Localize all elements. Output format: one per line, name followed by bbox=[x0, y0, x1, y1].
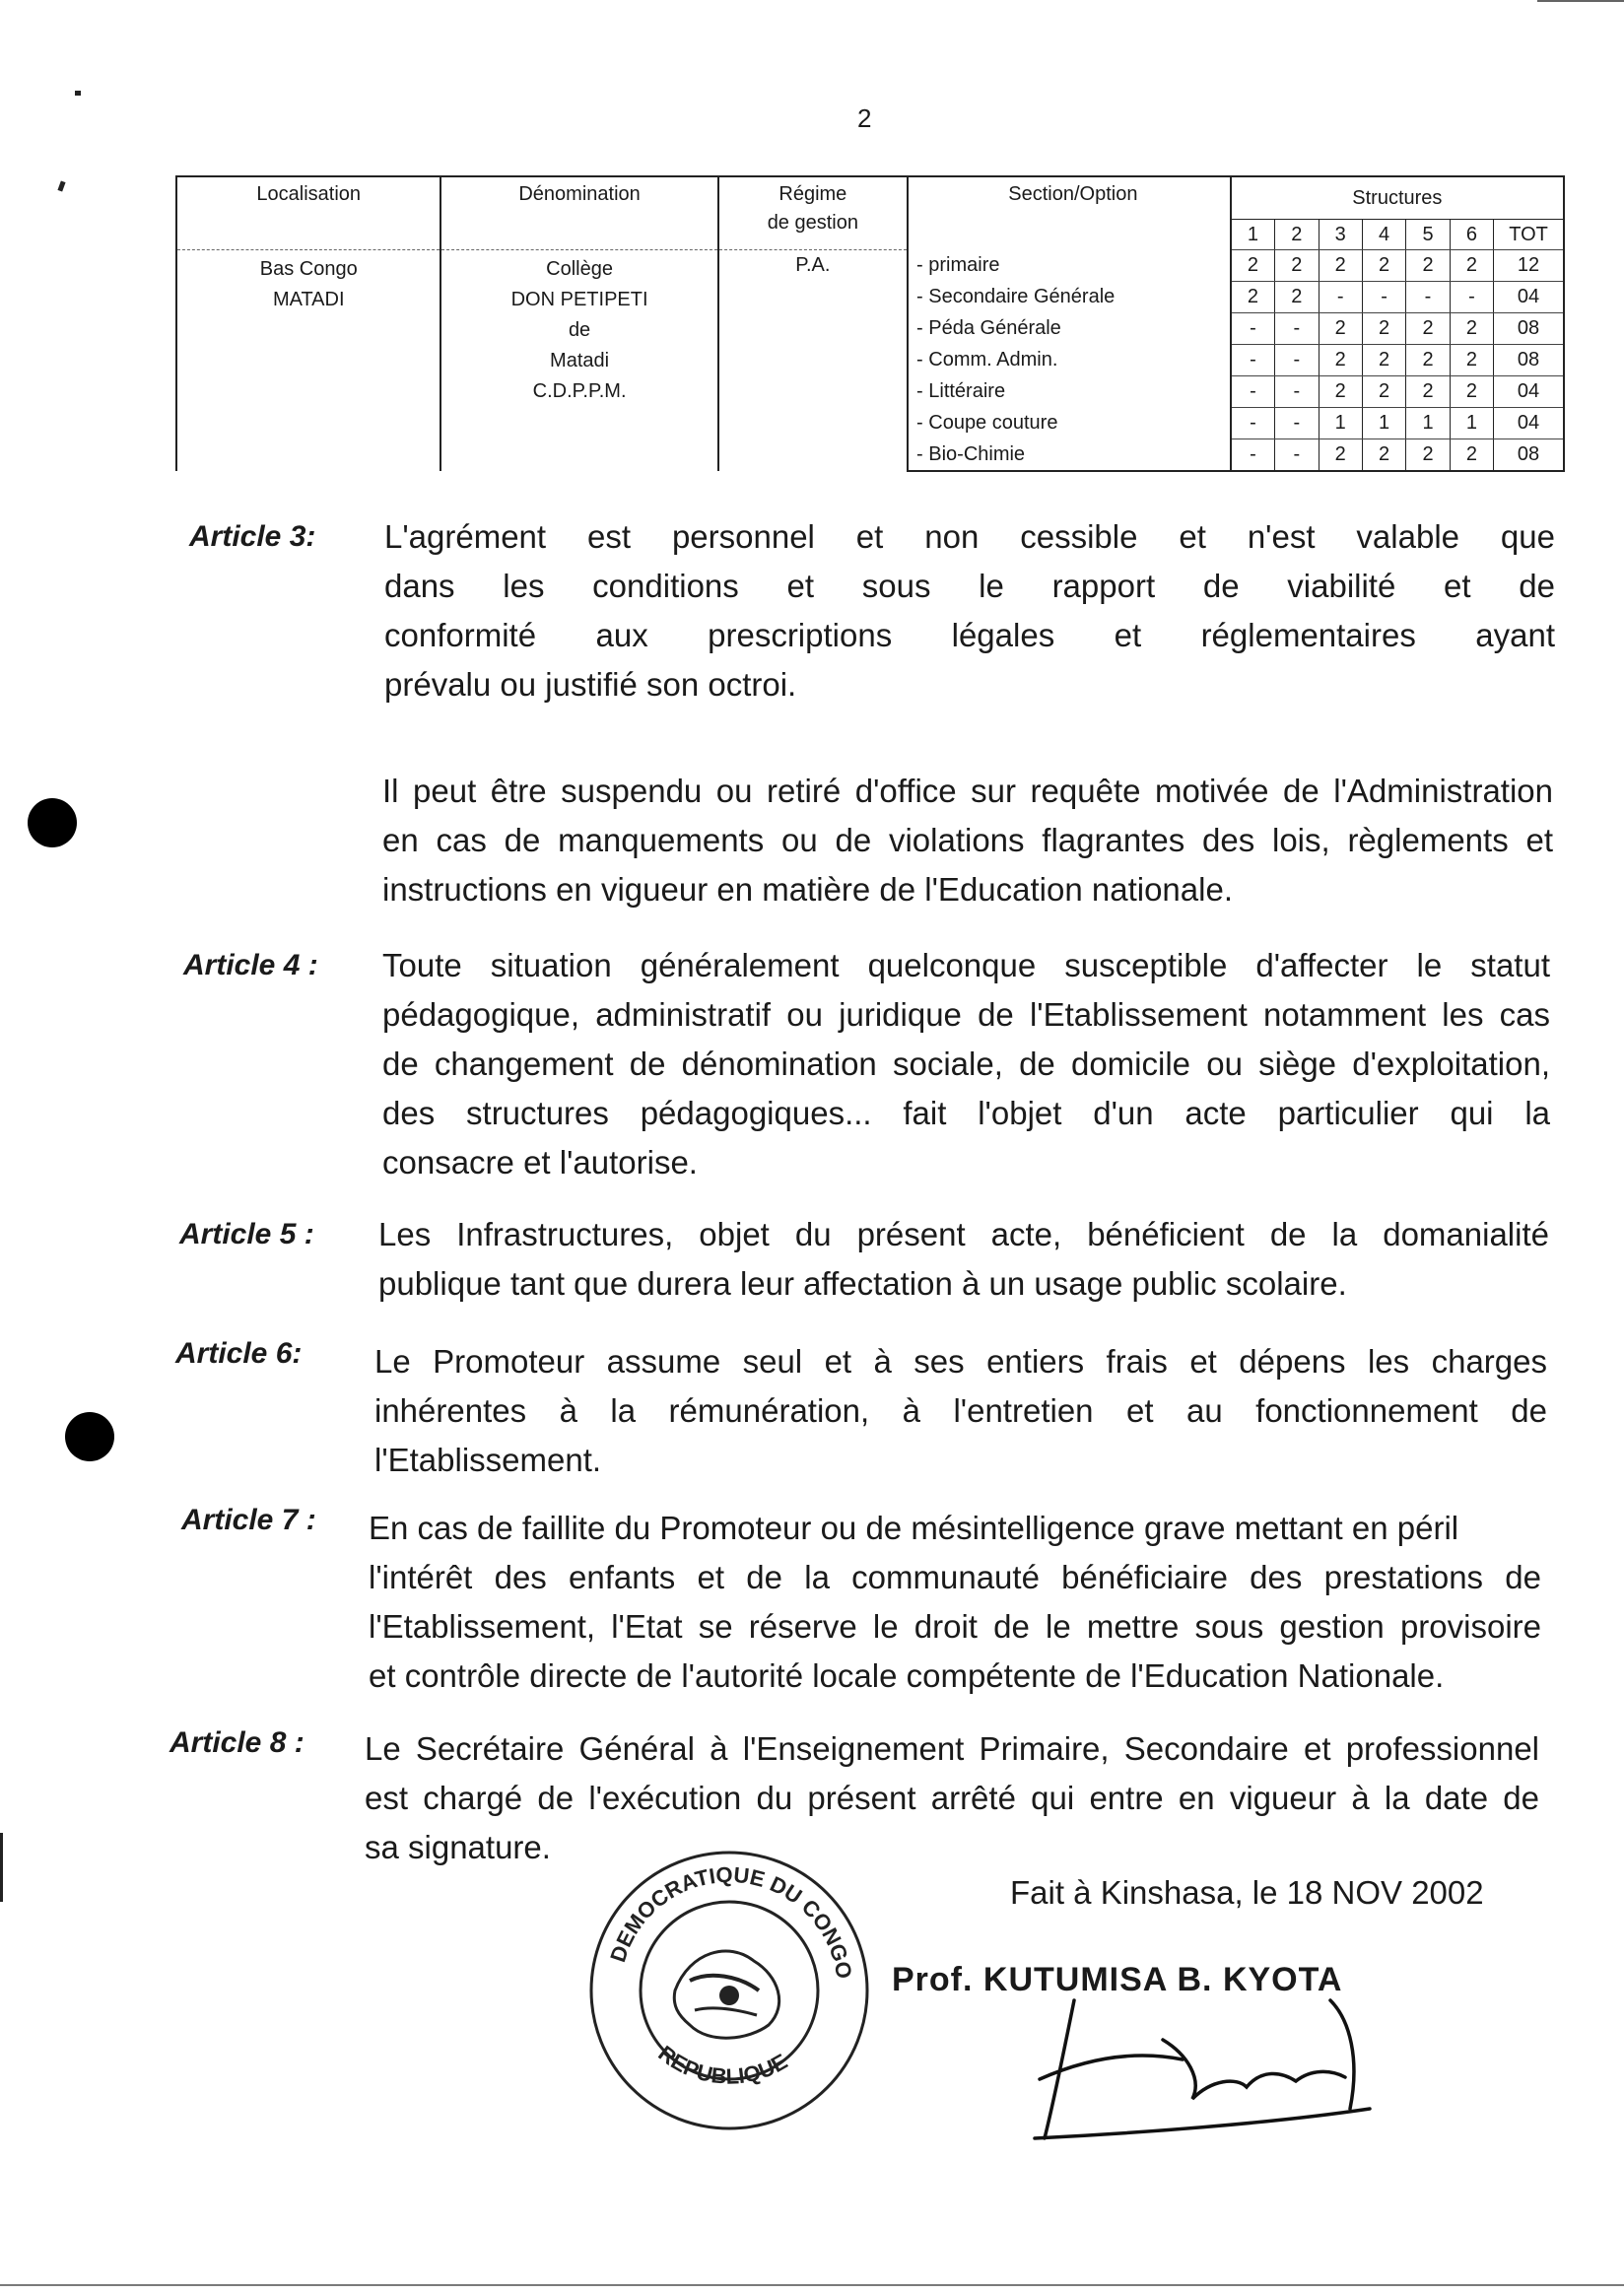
text-line: et contrôle directe de l'autorité locale compétente de l'Education Nationale. bbox=[369, 1657, 1445, 1694]
value-cell: 2 bbox=[1319, 313, 1362, 345]
text-line: l'Etablissement, l'Etat se réserve le droit de le mettre sous gestion provisoire bbox=[369, 1608, 1541, 1645]
article-5-label: Article 5 : bbox=[179, 1218, 314, 1250]
value-cell: 2 bbox=[1319, 439, 1362, 472]
section-cell: - primaire bbox=[908, 250, 1231, 282]
denomination-cell bbox=[440, 250, 717, 472]
article-8-text bbox=[365, 1724, 1539, 1872]
value-cell: 2 bbox=[1275, 250, 1319, 282]
denomination-line: Collège bbox=[546, 258, 613, 280]
article-5-text bbox=[378, 1210, 1549, 1309]
denomination-line: Matadi bbox=[550, 350, 610, 371]
localisation-cell bbox=[176, 250, 440, 472]
text-line: publique tant que durera leur affectation à un usage public scolaire. bbox=[378, 1265, 1347, 1302]
text-line: Il peut être suspendu ou retiré d'office sur requête motivée de l'Administration bbox=[382, 773, 1553, 809]
header-regime-line2: de gestion bbox=[767, 212, 858, 234]
denomination-line: DON PETIPETI bbox=[510, 289, 648, 310]
value-cell: - bbox=[1450, 282, 1493, 313]
total-cell: 08 bbox=[1494, 313, 1564, 345]
structures-table bbox=[175, 175, 1565, 473]
denomination-line: C.D.P.P.M. bbox=[532, 380, 627, 402]
value-cell: 2 bbox=[1362, 250, 1405, 282]
text-line: de changement de dénomination sociale, de domicile ou siège d'exploitation, bbox=[382, 1046, 1550, 1082]
value-cell: 2 bbox=[1362, 439, 1405, 472]
value-cell: - bbox=[1275, 345, 1319, 376]
value-cell: - bbox=[1275, 376, 1319, 408]
punch-hole bbox=[28, 798, 77, 847]
text-line: En cas de faillite du Promoteur ou de mésintelligence grave mettant en péril bbox=[369, 1510, 1459, 1546]
value-cell: - bbox=[1231, 313, 1275, 345]
header-col-1: 1 bbox=[1231, 220, 1275, 250]
value-cell: - bbox=[1275, 313, 1319, 345]
text-line: est chargé de l'exécution du présent arrêté qui entre en vigueur à la date de bbox=[365, 1780, 1539, 1816]
value-cell: 2 bbox=[1319, 250, 1362, 282]
text-line: instructions en vigueur en matière de l'Education nationale. bbox=[382, 871, 1233, 908]
header-col-tot: TOT bbox=[1494, 220, 1564, 250]
svg-text:REPUBLIQUE bbox=[653, 2041, 791, 2089]
article-3-label: Article 3: bbox=[189, 520, 316, 553]
section-cell: - Comm. Admin. bbox=[908, 345, 1231, 376]
value-cell: 2 bbox=[1406, 313, 1450, 345]
value-cell: 2 bbox=[1406, 250, 1450, 282]
text-line: l'Etablissement. bbox=[374, 1442, 602, 1478]
value-cell: 1 bbox=[1450, 408, 1493, 439]
official-stamp bbox=[581, 1843, 877, 2138]
header-section: Section/Option bbox=[908, 176, 1231, 250]
header-col-3: 3 bbox=[1319, 220, 1362, 250]
value-cell: 2 bbox=[1450, 376, 1493, 408]
value-cell: 2 bbox=[1319, 345, 1362, 376]
article-7-text bbox=[369, 1504, 1541, 1701]
value-cell: - bbox=[1319, 282, 1362, 313]
value-cell: 2 bbox=[1275, 282, 1319, 313]
article-6-label: Article 6: bbox=[175, 1337, 303, 1370]
value-cell: 1 bbox=[1362, 408, 1405, 439]
denomination-line: de bbox=[568, 319, 591, 341]
stamp-emblem-icon bbox=[674, 1951, 778, 2038]
section-cell: - Bio-Chimie bbox=[908, 439, 1231, 472]
scan-mark bbox=[57, 180, 65, 191]
value-cell: - bbox=[1231, 439, 1275, 472]
value-cell: 2 bbox=[1406, 439, 1450, 472]
svg-text:DEMOCRATIQUE DU CONGO bbox=[605, 1862, 856, 1981]
text-line: Les Infrastructures, objet du présent acte, bénéficient de la domanialité bbox=[378, 1216, 1549, 1252]
value-cell: 1 bbox=[1406, 408, 1450, 439]
text-line: L'agrément est personnel et non cessible et n'est valable que bbox=[384, 518, 1555, 555]
value-cell: 2 bbox=[1362, 376, 1405, 408]
article-6-text bbox=[374, 1337, 1547, 1485]
scan-mark bbox=[75, 91, 81, 96]
stamp-text-bottom: REPUBLIQUE bbox=[653, 2040, 792, 2089]
scan-mark bbox=[1537, 0, 1624, 2]
text-line: des structures pédagogiques... fait l'objet d'un acte particulier qui la bbox=[382, 1095, 1550, 1131]
localisation-line: Bas Congo bbox=[259, 258, 358, 280]
value-cell: - bbox=[1275, 439, 1319, 472]
total-cell: 04 bbox=[1494, 376, 1564, 408]
header-structures: Structures bbox=[1231, 176, 1564, 220]
value-cell: 2 bbox=[1362, 345, 1405, 376]
header-col-2: 2 bbox=[1275, 220, 1319, 250]
article-7-label: Article 7 : bbox=[181, 1504, 316, 1536]
total-cell: 04 bbox=[1494, 408, 1564, 439]
scan-mark bbox=[0, 2284, 1624, 2286]
value-cell: 2 bbox=[1362, 313, 1405, 345]
value-cell: 2 bbox=[1406, 345, 1450, 376]
total-cell: 12 bbox=[1494, 250, 1564, 282]
value-cell: 2 bbox=[1450, 313, 1493, 345]
text-line: Le Secrétaire Général à l'Enseignement Primaire, Secondaire et professionnel bbox=[365, 1730, 1539, 1767]
punch-hole bbox=[65, 1412, 114, 1461]
text-line: inhérentes à la rémunération, à l'entretien et au fonctionnement de bbox=[374, 1392, 1547, 1429]
signatory-name: Prof. KUTUMISA B. KYOTA bbox=[892, 1961, 1343, 1998]
article-4-text bbox=[382, 941, 1550, 1187]
header-localisation: Localisation bbox=[176, 176, 440, 250]
value-cell: - bbox=[1231, 345, 1275, 376]
article-8-label: Article 8 : bbox=[169, 1726, 304, 1759]
section-cell: - Littéraire bbox=[908, 376, 1231, 408]
value-cell: 2 bbox=[1231, 250, 1275, 282]
text-line: sa signature. bbox=[365, 1829, 551, 1865]
text-line: prévalu ou justifié son octroi. bbox=[384, 666, 797, 703]
article-4-label: Article 4 : bbox=[183, 949, 318, 981]
value-cell: - bbox=[1231, 376, 1275, 408]
section-cell: - Coupe couture bbox=[908, 408, 1231, 439]
value-cell: - bbox=[1406, 282, 1450, 313]
section-cell: - Péda Générale bbox=[908, 313, 1231, 345]
value-cell: 2 bbox=[1406, 376, 1450, 408]
value-cell: 1 bbox=[1319, 408, 1362, 439]
localisation-line: MATADI bbox=[272, 289, 345, 310]
handwritten-signature bbox=[1015, 1961, 1389, 2148]
text-line: en cas de manquements ou de violations flagrantes des lois, règlements et bbox=[382, 822, 1553, 858]
value-cell: 2 bbox=[1450, 345, 1493, 376]
text-line: conformité aux prescriptions légales et réglementaires ayant bbox=[384, 617, 1555, 653]
section-cell: - Secondaire Générale bbox=[908, 282, 1231, 313]
value-cell: - bbox=[1231, 408, 1275, 439]
total-cell: 04 bbox=[1494, 282, 1564, 313]
text-line: consacre et l'autorise. bbox=[382, 1144, 698, 1181]
value-cell: - bbox=[1362, 282, 1405, 313]
header-col-5: 5 bbox=[1406, 220, 1450, 250]
value-cell: 2 bbox=[1450, 250, 1493, 282]
scan-mark bbox=[0, 1833, 3, 1902]
header-regime bbox=[718, 176, 908, 250]
header-col-6: 6 bbox=[1450, 220, 1493, 250]
value-cell: 2 bbox=[1231, 282, 1275, 313]
header-regime-line1: Régime bbox=[778, 183, 847, 205]
text-line: pédagogique, administratif ou juridique de l'Etablissement notamment les cas bbox=[382, 996, 1550, 1033]
header-denomination: Dénomination bbox=[440, 176, 717, 250]
header-col-4: 4 bbox=[1362, 220, 1405, 250]
regime-cell: P.A. bbox=[718, 250, 908, 472]
value-cell: 2 bbox=[1450, 439, 1493, 472]
stamp-text-top: DEMOCRATIQUE DU CONGO bbox=[605, 1861, 857, 1981]
value-cell: 2 bbox=[1319, 376, 1362, 408]
text-line: dans les conditions et sous le rapport de viabilité et de bbox=[384, 568, 1555, 604]
page-number: 2 bbox=[857, 103, 872, 133]
place-and-date: Fait à Kinshasa, le 18 NOV 2002 bbox=[1010, 1874, 1484, 1911]
text-line: Le Promoteur assume seul et à ses entiers frais et dépens les charges bbox=[374, 1343, 1547, 1380]
text-line: l'intérêt des enfants et de la communauté bénéficiaire des prestations de bbox=[369, 1559, 1541, 1595]
article-3-text bbox=[384, 512, 1555, 709]
total-cell: 08 bbox=[1494, 439, 1564, 472]
value-cell: - bbox=[1275, 408, 1319, 439]
article-3-paragraph-2 bbox=[382, 767, 1553, 914]
total-cell: 08 bbox=[1494, 345, 1564, 376]
text-line: Toute situation généralement quelconque susceptible d'affecter le statut bbox=[382, 947, 1550, 983]
